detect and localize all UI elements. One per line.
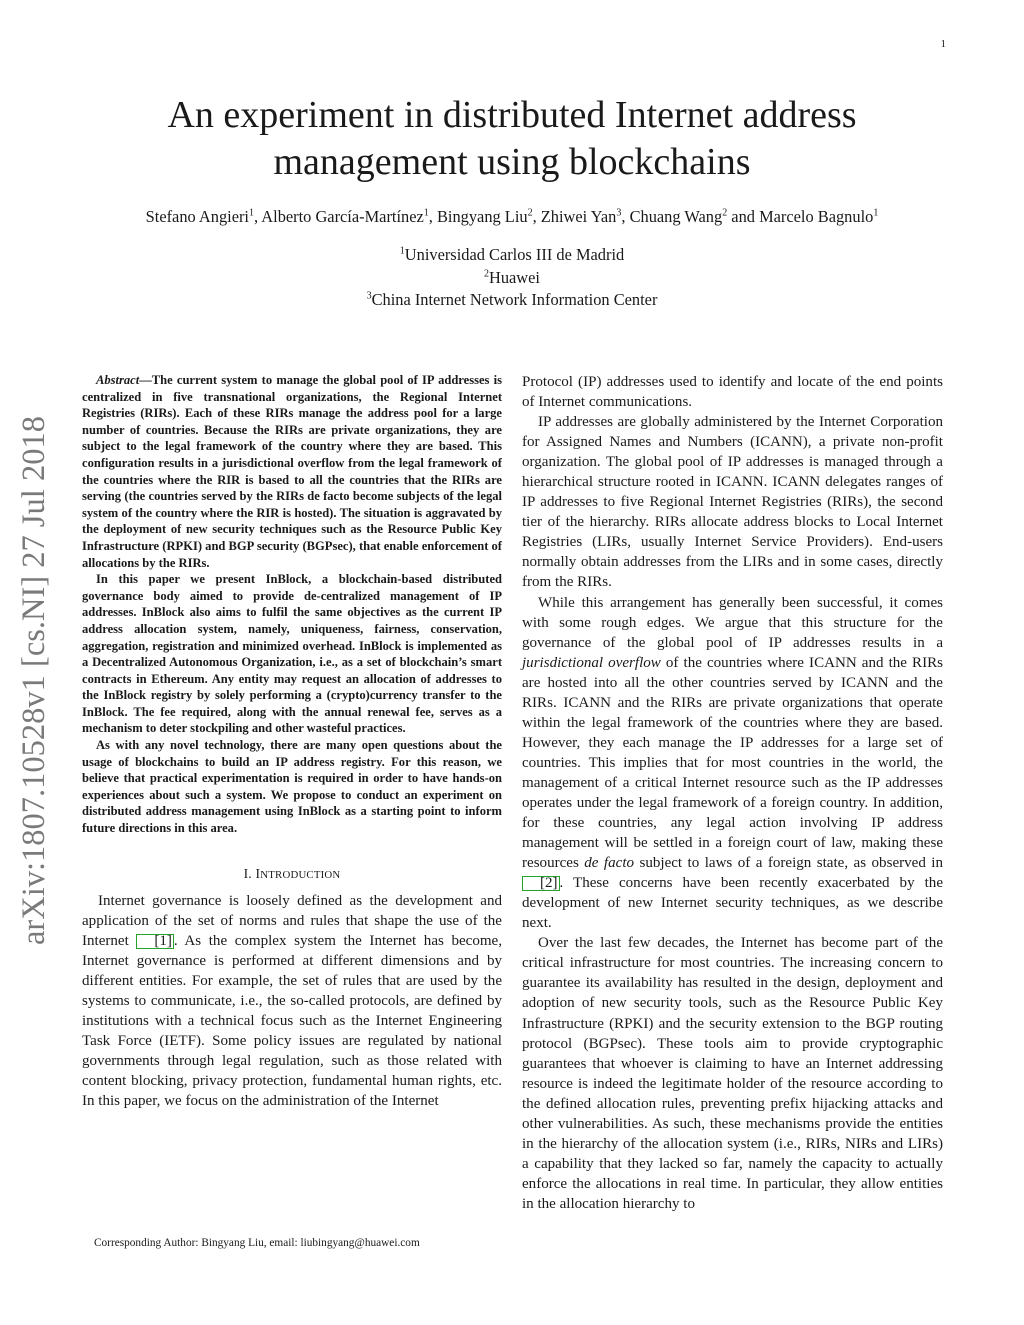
author: Stefano Angieri$^1$, — [145, 207, 262, 226]
abstract-paragraph: Abstract—The current system to manage the global pool of IP addresses is centralized in five transnational organizations, the Regional Internet Registries (RIRs). Each of these RIRs manage the address pool for a large number of countries. Because the RIRs are private organizations, they are subject to the legal framework of the country where they are based. This configuration results in a jurisdictional overflow from the legal framework of the countries where the RIR is based to all the countries that the RIRs are serving (the countries served by the RIRs de facto become subjects of the legal system of the country where the RIR is hosted). The situation is aggravated by the deployment of new security techniques such as the Resource Public Key Infrastructure (RPKI) and BGP security (BGPsec), that enable enforcement of allocations by the RIRs. — [82, 373, 502, 570]
title-line-2: management using blockchains — [273, 141, 751, 183]
author: Bingyang Liu$^2$, — [436, 207, 541, 226]
paragraph: Protocol (IP) addresses used to identify and locate of the end points of Internet communications. — [522, 374, 943, 411]
citation-link[interactable]: [2] — [522, 876, 560, 891]
title-line-1: An experiment in distributed Internet address — [167, 94, 857, 136]
introduction-text-continued — [522, 372, 943, 1214]
affiliation: $^1$Universidad Carlos III de Madrid — [399, 245, 625, 264]
right-column — [522, 372, 943, 1214]
abstract-paragraph: In this paper we present InBlock, a blockchain-based distributed governance body aimed to provide de-centralized management of IP addresses. InBlock also aims to fulfil the same objectives as the current IP address allocation system, namely, uniqueness, fairness, conservation, aggregation, registration and minimized overhead. InBlock is implemented as a Decentralized Autonomous Organization, i.e., as a set of blockchain’s smart contracts in Ethereum. Any entity may request an allocation of addresses to the InBlock registry by solely performing a (crypto)currency transfer to the InBlock. The fee required, along with the annual renewal fee, serves as a mechanism to deter stockpiling and other wasteful practices. — [82, 572, 502, 736]
affiliation: $^2$Huawei — [484, 267, 540, 287]
author: Zhiwei Yan$^3$, — [540, 207, 630, 226]
citation-link[interactable]: [1] — [136, 934, 174, 949]
corresponding-author-footnote: Corresponding Author: Bingyang Liu, email: liubingyang@huawei.com — [94, 1237, 420, 1249]
abstract-label: Abstract — [96, 373, 140, 387]
paper-title — [80, 92, 944, 186]
author: Alberto García-Martínez$^1$, — [261, 207, 437, 226]
left-column — [82, 372, 502, 1111]
abstract — [82, 372, 502, 837]
arxiv-identifier-stamp: arXiv:1807.10528v1 [cs.NI] 27 Jul 2018 — [16, 416, 52, 945]
affiliation: $^3$China Internet Network Information Center — [366, 290, 658, 309]
author-list — [60, 206, 964, 228]
affiliation-list — [80, 244, 944, 312]
paragraph: Internet governance is loosely defined as the development and application of the set of norms and rules that shape the use of the Internet [1] . As the complex system the Internet has become, Internet governance is performed at different dimensions and by different entities. For example, the set of rules that are used by the systems to communicate, i.e., the so-called protocols, are defined by institutions with a technical focus such as the Internet Engineering Task Force (IETF). Some policy issues are regulated by national governments through legal regulation, such as those related with content blocking, privacy protection, fundamental human rights, etc. In this paper, we focus on the administration of the Internet — [82, 892, 502, 1110]
paragraph: While this arrangement has generally been successful, it comes with some rough edges. We argue that this structure for the governance of the global pool of IP addresses results in a jurisdictional overflow of the countries where ICANN and the RIRs are hosted into all the other countries served by ICANN and the RIRs. ICANN and the RIRs are private organizations that operate within the legal framework of the countries where they are based. However, they each manage the IP addresses for a large set of countries. This implies that for most countries in the world, the management of a critical Internet resource such as the IP addresses operates under the legal framework of a foreign country. In addition, for these countries, any legal action involving IP address management will be settled in a foreign court of law, making these resources de facto subject to laws of a foreign state, as observed in [2] . These concerns have been recently exacerbated by the development of new Internet security techniques, as we describe next. — [522, 594, 944, 932]
abstract-paragraph: As with any novel technology, there are many open questions about the usage of blockchains to build an IP address registry. For this reason, we believe that practical experimentation is required in order to have hands-on experiences about such a system. We propose to conduct an experiment on distributed address management using InBlock as a starting point to inform future directions in this area. — [82, 738, 502, 836]
introduction-text — [82, 891, 502, 1112]
page-number: 1 — [940, 38, 946, 50]
author: Chuang Wang$^2$ and — [629, 207, 760, 226]
section-heading-introduction: I. INTRODUCTION — [243, 865, 341, 881]
paragraph: IP addresses are globally administered by the Internet Corporation for Assigned Names and Numbers (ICANN), a private non-profit organization. The global pool of IP addresses is managed through a hierarchical structure rooted in ICANN. ICANN delegates ranges of IP addresses to five Regional Internet Registries (RIRs), the second tier of the hierarchy. RIRs allocate address blocks to Local Internet Registries (LIRs, usually Internet Service Providers). End-users normally obtain addresses from the LIRs and in some cases, directly from the RIRs. — [522, 414, 943, 591]
paragraph: Over the last few decades, the Internet has become part of the critical infrastructure for most countries. The increasing concern to guarantee its availability has resulted in the design, deployment and adoption of new security tools, such as the Resource Public Key Infrastructure (RPKI) and the security extension to the BGP routing protocol (BGPsec). These tools aim to provide cryptographic guarantees that whoever is claiming to have an Internet addressing resource is indeed the legitimate holder of the resource according to the defined allocation rules, preventing prefix hijacking attacks and other vulnerabilities. As such, these mechanisms provide the entities in the hierarchy of the allocation system (i.e., RIRs, NIRs and LIRs) a capability that they lacked so far, namely the capacity to actually enforce the allocations in real time. In particular, they allow entities in the allocation hierarchy to — [522, 935, 943, 1212]
author: Marcelo Bagnulo$^1$ — [759, 207, 879, 226]
